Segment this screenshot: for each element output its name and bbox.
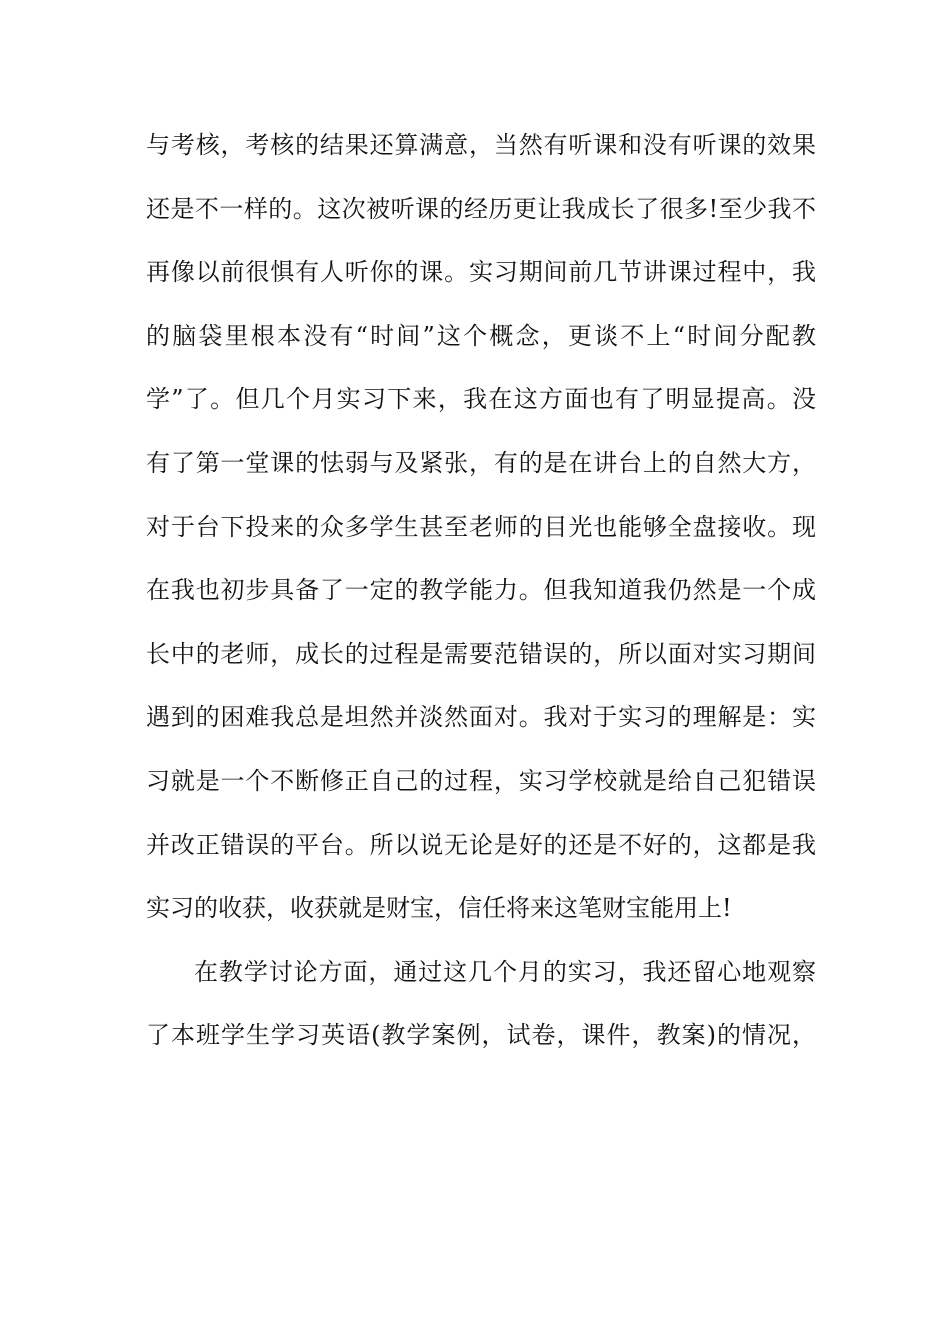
text-line: 学”了。但几个月实习下来，我在这方面也有了明显提高。没: [146, 385, 816, 414]
text-line: 有了第一堂课的怯弱与及紧张，有的是在讲台上的自然大方，: [146, 448, 816, 477]
text-line: 在我也初步具备了一定的教学能力。但我知道我仍然是一个成: [146, 576, 816, 605]
text-line: 习就是一个不断修正自己的过程，实习学校就是给自己犯错误: [146, 766, 816, 795]
document-body: [146, 133, 816, 1087]
paragraph-start-line: 在教学讨论方面，通过这几个月的实习，我还留心地观察: [194, 957, 816, 986]
text-line: 遇到的困难我总是坦然并淡然面对。我对于实习的理解是：实: [146, 703, 816, 732]
text-line: 还是不一样的。这次被听课的经历更让我成长了很多!至少我不: [146, 194, 816, 223]
text-line: 对于台下投来的众多学生甚至老师的目光也能够全盘接收。现: [146, 512, 816, 541]
text-line: 与考核，考核的结果还算满意，当然有听课和没有听课的效果: [146, 131, 816, 159]
text-line: 再像以前很惧有人听你的课。实习期间前几节讲课过程中，我: [146, 258, 816, 287]
text-line: 并改正错误的平台。所以说无论是好的还是不好的，这都是我: [146, 830, 816, 859]
text-line: 的脑袋里根本没有“时间”这个概念，更谈不上“时间分配教: [146, 321, 816, 350]
text-line: 了本班学生学习英语(教学案例，试卷，课件，教案)的情况，: [146, 1021, 816, 1050]
paragraph-end-line: 实习的收获，收获就是财宝，信任将来这笔财宝能用上!: [146, 894, 732, 923]
text-line: 长中的老师，成长的过程是需要范错误的，所以面对实习期间: [146, 639, 816, 668]
